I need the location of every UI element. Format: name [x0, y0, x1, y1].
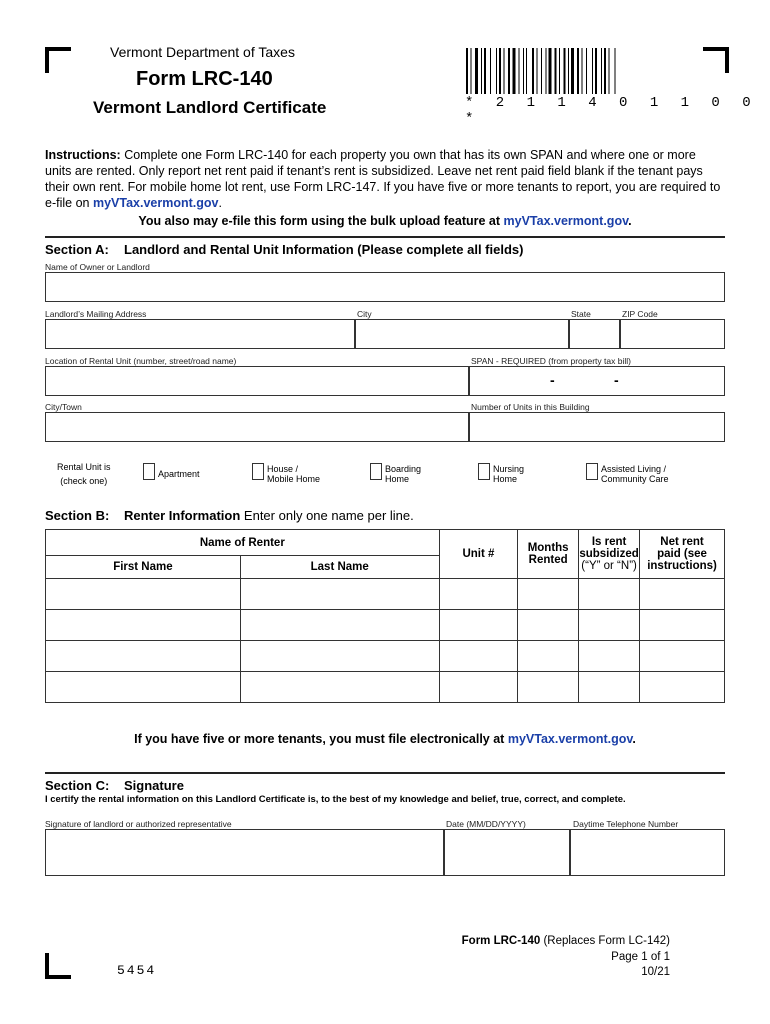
span-field[interactable]: [469, 366, 725, 396]
section-a-rule: [45, 236, 725, 238]
net-rent-cell[interactable]: [640, 610, 725, 641]
renter-table: [45, 529, 725, 703]
last-name-cell[interactable]: [240, 610, 439, 641]
option-assisted-line2: Community Care: [601, 474, 669, 484]
subsidized-cell[interactable]: [579, 672, 640, 703]
net-rent-cell[interactable]: [640, 672, 725, 703]
section-c-rule: [45, 772, 725, 774]
rental-unit-line1: Rental Unit is: [57, 462, 111, 472]
checkbox-apartment[interactable]: [143, 463, 155, 480]
date-label: Date (MM/DD/YYYY): [446, 819, 526, 829]
checkbox-house[interactable]: [252, 463, 264, 480]
section-c-title: Signature: [124, 778, 184, 793]
name-of-renter-header: Name of Renter: [46, 530, 440, 556]
first-name-cell[interactable]: [46, 672, 241, 703]
instructions-label: Instructions:: [45, 148, 121, 162]
table-row: [46, 641, 725, 672]
instructions: [45, 147, 725, 211]
instructions-end: .: [218, 196, 222, 210]
months-line2: Rented: [528, 554, 568, 566]
option-nursing-line2: Home: [493, 474, 518, 484]
net-rent-header: [640, 530, 725, 579]
last-name-cell[interactable]: [240, 672, 439, 703]
months-cell[interactable]: [518, 641, 579, 672]
zip-label: ZIP Code: [622, 309, 658, 319]
units-label: Number of Units in this Building: [471, 402, 590, 412]
first-name-cell[interactable]: [46, 610, 241, 641]
subsidized-header: [579, 530, 640, 579]
efile-requirement-text: If you have five or more tenants, you must file electronically at: [134, 732, 505, 746]
corner-mark-top-left: [45, 47, 71, 73]
date-field[interactable]: [444, 829, 570, 876]
months-cell[interactable]: [518, 610, 579, 641]
footer-page: Page 1 of 1: [611, 951, 670, 963]
corner-mark-bottom-left: [45, 953, 71, 979]
units-field[interactable]: [469, 412, 725, 442]
months-line1: Months: [527, 542, 569, 554]
efile-end: .: [628, 214, 632, 228]
barcode: [466, 48, 660, 94]
footer-form-line: [462, 935, 670, 947]
net-rent-cell[interactable]: [640, 641, 725, 672]
mailing-address-label: Landlord’s Mailing Address: [45, 309, 147, 319]
checkbox-assisted-living[interactable]: [586, 463, 598, 480]
form-title: Vermont Landlord Certificate: [93, 98, 327, 117]
myvtax-link[interactable]: myVTax.vermont.gov: [92, 196, 219, 210]
unit-cell[interactable]: [439, 579, 518, 610]
section-c-label: Section C:: [45, 778, 110, 793]
table-row: [46, 610, 725, 641]
city-label: City: [357, 309, 372, 319]
section-a-label: Section A:: [45, 242, 109, 257]
net-rent-line3: instructions): [647, 560, 717, 572]
owner-name-label: Name of Owner or Landlord: [45, 262, 150, 272]
option-house-line2: Mobile Home: [267, 474, 321, 484]
months-cell[interactable]: [518, 579, 579, 610]
span-label: SPAN - REQUIRED (from property tax bill): [471, 356, 631, 366]
subsidized-line2: subsidized: [579, 548, 639, 560]
first-name-cell[interactable]: [46, 579, 241, 610]
last-name-header: Last Name: [240, 556, 439, 579]
rental-unit-label: [57, 462, 111, 486]
efile-note: [45, 214, 725, 228]
subsidized-cell[interactable]: [579, 610, 640, 641]
last-name-cell[interactable]: [240, 579, 439, 610]
city-town-label: City/Town: [45, 402, 82, 412]
section-b-heading: [124, 508, 414, 523]
span-dash-2: -: [614, 372, 619, 388]
section-b-subtitle: Enter only one name per line.: [243, 508, 414, 523]
unit-header: Unit #: [439, 530, 518, 579]
rental-unit-line2: (check one): [60, 476, 108, 486]
footer-form-number: Form LRC-140: [461, 935, 541, 947]
efile-requirement-link[interactable]: myVTax.vermont.gov: [507, 732, 633, 746]
checkbox-boarding[interactable]: [370, 463, 382, 480]
footer-replaces: (Replaces Form LC-142): [543, 935, 670, 947]
efile-link[interactable]: myVTax.vermont.gov: [503, 214, 629, 228]
efile-requirement-note: [45, 732, 725, 746]
barcode-number: * 2 1 1 4 0 1 1 0 0 *: [465, 95, 758, 127]
signature-field[interactable]: [45, 829, 444, 876]
net-rent-line1: Net rent: [660, 536, 704, 548]
subsidized-line1: Is rent: [591, 536, 627, 548]
months-header: [518, 530, 579, 579]
footer-code: 5454: [117, 963, 157, 978]
signature-label: Signature of landlord or authorized representative: [45, 819, 232, 829]
months-cell[interactable]: [518, 672, 579, 703]
efile-text: You also may e-file this form using the bulk upload feature at: [138, 214, 501, 228]
option-boarding-line1: Boarding: [385, 464, 422, 474]
option-assisted-living-label: [601, 464, 669, 484]
owner-name-field[interactable]: [45, 272, 725, 302]
form-number: Form LRC-140: [136, 68, 273, 90]
corner-mark-top-right: [703, 47, 729, 73]
unit-cell[interactable]: [439, 672, 518, 703]
option-nursing-label: [493, 464, 524, 484]
table-row: [46, 672, 725, 703]
agency-name: Vermont Department of Taxes: [110, 44, 295, 60]
checkbox-nursing[interactable]: [478, 463, 490, 480]
option-nursing-line1: Nursing: [493, 464, 525, 474]
unit-cell[interactable]: [439, 610, 518, 641]
section-a-title: Landlord and Rental Unit Information (Please complete all fields): [124, 242, 524, 257]
option-assisted-line1: Assisted Living /: [601, 464, 667, 474]
certification-statement: I certify the rental information on this Landlord Certificate is, to the best of my knowledge and belief, true, correct, and complete.: [45, 794, 626, 805]
section-b-title: Renter Information: [124, 508, 241, 523]
city-field[interactable]: [355, 319, 569, 349]
first-name-cell[interactable]: [46, 641, 241, 672]
last-name-cell[interactable]: [240, 641, 439, 672]
city-town-field[interactable]: [45, 412, 469, 442]
net-rent-cell[interactable]: [640, 579, 725, 610]
phone-label: Daytime Telephone Number: [573, 819, 679, 829]
state-label: State: [571, 309, 591, 319]
first-name-header: First Name: [46, 556, 241, 579]
phone-field[interactable]: [570, 829, 725, 876]
rental-location-label: Location of Rental Unit (number, street/road name): [45, 356, 237, 366]
mailing-address-field[interactable]: [45, 319, 355, 349]
subsidized-cell[interactable]: [579, 641, 640, 672]
span-dash-1: -: [550, 372, 555, 388]
rental-location-field[interactable]: [45, 366, 469, 396]
subsidized-line3: (“Y” or “N”): [581, 560, 637, 572]
footer-revision: 10/21: [641, 966, 670, 978]
efile-requirement-end: .: [632, 732, 636, 746]
option-boarding-line2: Home: [385, 474, 410, 484]
option-house-label: [267, 464, 320, 484]
zip-field[interactable]: [620, 319, 725, 349]
option-boarding-label: [385, 464, 421, 484]
subsidized-cell[interactable]: [579, 579, 640, 610]
instructions-text: Complete one Form LRC-140 for each property you own that has its own SPAN and where one or more units are rented. Only report net rent paid if tenant’s rent is subsidized. Leave net rent paid field blank if the tenant pays their own rent. For mobile home lot rent, use Form LRC-147. If you have five or more tenants to report, you are required to e-file on: [45, 148, 721, 210]
section-b-label: Section B:: [45, 508, 110, 523]
option-apartment-label: [158, 469, 200, 479]
state-field[interactable]: [569, 319, 620, 349]
option-house-line1: House /: [267, 464, 299, 474]
unit-cell[interactable]: [439, 641, 518, 672]
table-row: [46, 579, 725, 610]
net-rent-line2: paid (see: [657, 548, 707, 560]
option-apartment-line1: Apartment: [158, 469, 200, 479]
